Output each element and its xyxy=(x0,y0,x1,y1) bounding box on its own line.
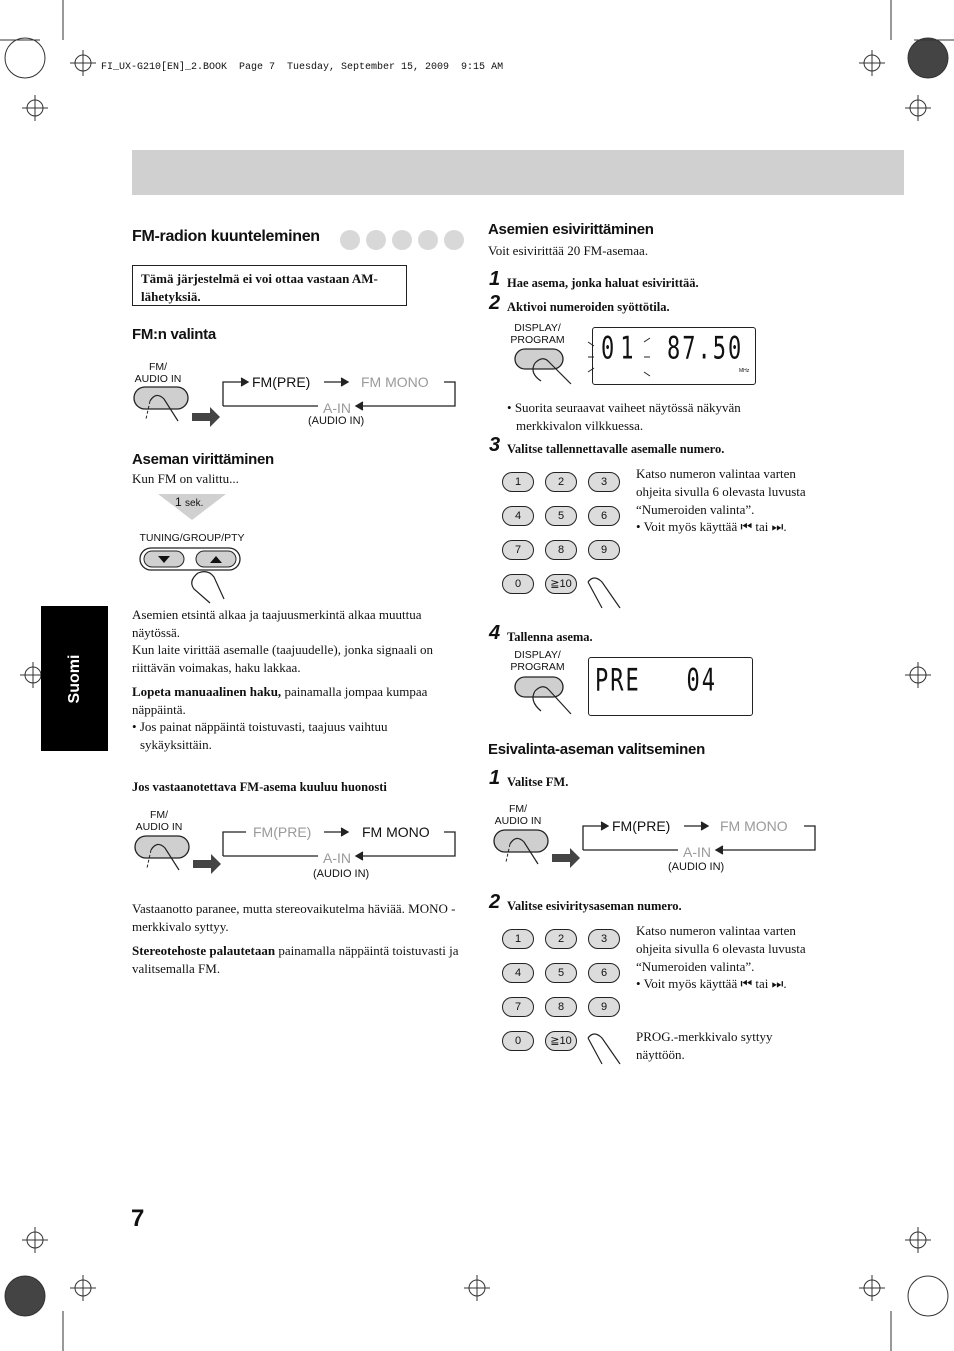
tuning-stop-bold: Lopeta manuaalinen haku, xyxy=(132,684,282,699)
section-title: FM-radion kuunteleminen xyxy=(132,228,320,245)
recall-step1: Valitse FM. xyxy=(507,775,569,789)
preset-step3-text: Katso numeron valintaa varten ohjeita sivulla 6 olevasta luvusta “Numeroiden valinta”. xyxy=(636,466,806,517)
fm-audio-in-label: FM/ AUDIO IN xyxy=(134,361,182,385)
recall-step-1-number: 1 xyxy=(489,767,501,789)
display-program-button-2[interactable] xyxy=(513,675,583,720)
header-band xyxy=(132,150,904,195)
am-note-box xyxy=(132,265,407,306)
hold-value: 1 xyxy=(175,495,182,509)
key-5[interactable]: 5 xyxy=(545,506,577,526)
poor-fm-audio-in-label: FM/ AUDIO IN xyxy=(135,809,183,833)
recall-mode-fm-pre: FM(PRE) xyxy=(612,818,671,834)
lcd-frequency: 87.50 xyxy=(667,332,744,367)
key-2[interactable]: 2 xyxy=(545,472,577,492)
tuning-button-label: TUNING/GROUP/PTY xyxy=(139,532,245,544)
lcd-unit: MHz xyxy=(739,368,750,374)
display-program-label-2: DISPLAY/ PROGRAM xyxy=(510,649,565,673)
preset-step2: Aktivoi numeroiden syöttötila. xyxy=(507,300,670,314)
preset-bullet: • Suorita seuraavat vaiheet näytössä näkyvän merkkivalon vilkkuessa. xyxy=(507,400,741,433)
recall-fm-audio-in-button[interactable] xyxy=(492,828,582,878)
key-3[interactable]: 3 xyxy=(588,472,620,492)
poor-mode-fm-mono: FM MONO xyxy=(362,824,430,840)
recall-prog-note: PROG.-merkkivalo syttyy näyttöön. xyxy=(636,1029,773,1062)
title-dots xyxy=(338,227,468,253)
hold-unit: sek. xyxy=(185,498,204,509)
lcd-pre-text: PRE 04 xyxy=(595,664,717,699)
poor-restore xyxy=(132,942,468,978)
mode-fm-pre: FM(PRE) xyxy=(252,374,311,390)
poor-para1: Vastaanotto paranee, mutta stereovaikutelma häviää. MONO -merkkivalo syttyy. xyxy=(132,901,456,934)
tuning-intro: Kun FM on valittu... xyxy=(132,471,239,486)
key-7[interactable]: 7 xyxy=(502,540,534,560)
recall-key-2[interactable]: 2 xyxy=(545,929,577,949)
recall-key-6[interactable]: 6 xyxy=(588,963,620,983)
recall-key-7[interactable]: 7 xyxy=(502,997,534,1017)
mode-fm-mono: FM MONO xyxy=(361,374,429,390)
lcd-display-pre xyxy=(588,657,753,716)
tuning-bullet-text: Jos painat näppäintä toistuvasti, taajuus vaihtuu sykäyksittäin. xyxy=(139,719,388,752)
recall-key-9[interactable]: 9 xyxy=(588,997,620,1017)
tuning-para1: Asemien etsintä alkaa ja taajuusmerkintä alkaa muuttua näytössä. xyxy=(132,607,422,640)
key-8[interactable]: 8 xyxy=(545,540,577,560)
recall-audio-in-note: (AUDIO IN) xyxy=(668,861,725,873)
poor-mode-fm-pre: FM(PRE) xyxy=(253,824,312,840)
page-number: 7 xyxy=(131,1205,145,1232)
recall-key-3[interactable]: 3 xyxy=(588,929,620,949)
key-6[interactable]: 6 xyxy=(588,506,620,526)
preset-intro: Voit esivirittää 20 FM-asemaa. xyxy=(488,243,649,258)
step-4-number: 4 xyxy=(489,622,501,644)
key-1[interactable]: 1 xyxy=(502,472,534,492)
key-10plus[interactable]: ≧10 xyxy=(545,574,577,594)
recall-key-5[interactable]: 5 xyxy=(545,963,577,983)
display-program-label: DISPLAY/ PROGRAM xyxy=(510,322,565,346)
recall-step2-text: Katso numeron valintaa varten ohjeita sivulla 6 olevasta luvusta “Numeroiden valinta”. xyxy=(636,923,806,974)
tuning-heading: Aseman virittäminen xyxy=(132,451,274,468)
preset-step1: Hae asema, jonka haluat esivirittää. xyxy=(507,276,699,290)
key-9[interactable]: 9 xyxy=(588,540,620,560)
side-tab-label: Suomi xyxy=(65,654,83,703)
recall-key-1[interactable]: 1 xyxy=(502,929,534,949)
mode-a-in: A-IN xyxy=(323,400,351,416)
recall-finger-icon xyxy=(584,1030,624,1070)
poor-mode-a-in: A-IN xyxy=(323,850,351,866)
key-4[interactable]: 4 xyxy=(502,506,534,526)
file-info: FI_UX-G210[EN]_2.BOOK Page 7 Tuesday, September 15, 2009 9:15 AM xyxy=(101,62,504,73)
hold-duration xyxy=(175,495,203,509)
recall-key-8[interactable]: 8 xyxy=(545,997,577,1017)
tuning-stop xyxy=(132,683,468,719)
recall-key-0[interactable]: 0 xyxy=(502,1031,534,1051)
recall-key-10plus[interactable]: ≧10 xyxy=(545,1031,577,1051)
poor-fm-audio-in-button[interactable] xyxy=(133,834,223,884)
tuning-para2: Kun laite virittää asemalle (taajuudelle), jonka signaali on riittävän voimakas, haku lakkaa. xyxy=(132,642,434,675)
poor-heading: Jos vastaanotettava FM-asema kuuluu huonosti xyxy=(132,780,387,794)
poor-audio-in-note: (AUDIO IN) xyxy=(313,868,370,880)
step-3-number: 3 xyxy=(489,434,501,456)
finger-icon xyxy=(584,574,624,614)
recall-step2: Valitse esiviritysaseman numero. xyxy=(507,899,682,913)
side-tab xyxy=(41,606,108,751)
tuning-bullet: • Jos painat näppäintä toistuvasti, taajuus vaihtuu sykäyksittäin. xyxy=(132,719,388,752)
poor-restore-bold: Stereotehoste palautetaan xyxy=(132,943,276,958)
recall-mode-a-in: A-IN xyxy=(683,844,711,860)
preset-heading: Asemien esivirittäminen xyxy=(488,221,654,238)
fm-select-heading: FM:n valinta xyxy=(132,326,216,343)
tuning-buttons[interactable] xyxy=(138,545,248,605)
recall-heading: Esivalinta-aseman valitseminen xyxy=(488,741,705,758)
recall-step2-bullet-text: Voit myös käyttää ⏮ tai ⏭. xyxy=(643,976,787,991)
recall-fm-audio-in-label: FM/ AUDIO IN xyxy=(494,803,542,827)
display-program-button[interactable] xyxy=(513,347,583,387)
recall-key-4[interactable]: 4 xyxy=(502,963,534,983)
recall-mode-fm-mono: FM MONO xyxy=(720,818,788,834)
preset-step3-bullet: • Voit myös käyttää ⏮ tai ⏭. xyxy=(636,519,787,534)
tuning-stop-rest: painamalla jompaa kumpaa näppäintä. xyxy=(132,684,428,717)
preset-step4: Tallenna asema. xyxy=(507,630,593,644)
blink-rays xyxy=(586,332,656,382)
am-note: Tämä järjestelmä ei voi ottaa vastaan AM-lähetyksiä. xyxy=(141,271,378,304)
audio-in-note: (AUDIO IN) xyxy=(308,415,365,427)
recall-step-2-number: 2 xyxy=(489,891,501,913)
preset-bullet-text: Suorita seuraavat vaiheet näytössä näkyvän merkkivalon vilkkuessa. xyxy=(514,400,741,433)
fm-audio-in-button[interactable] xyxy=(132,385,222,435)
key-0[interactable]: 0 xyxy=(502,574,534,594)
preset-step3-bullet-text: Voit myös käyttää ⏮ tai ⏭. xyxy=(643,519,787,534)
step-2-number: 2 xyxy=(489,292,501,314)
preset-step3: Valitse tallennettavalle asemalle numero. xyxy=(507,442,725,456)
step-1-number: 1 xyxy=(489,268,501,290)
lcd-preset-number: 01 xyxy=(601,332,640,367)
poor-restore-rest: painamalla näppäintä toistuvasti ja valitsemalla FM. xyxy=(132,943,459,976)
recall-step2-bullet: • Voit myös käyttää ⏮ tai ⏭. xyxy=(636,976,787,991)
